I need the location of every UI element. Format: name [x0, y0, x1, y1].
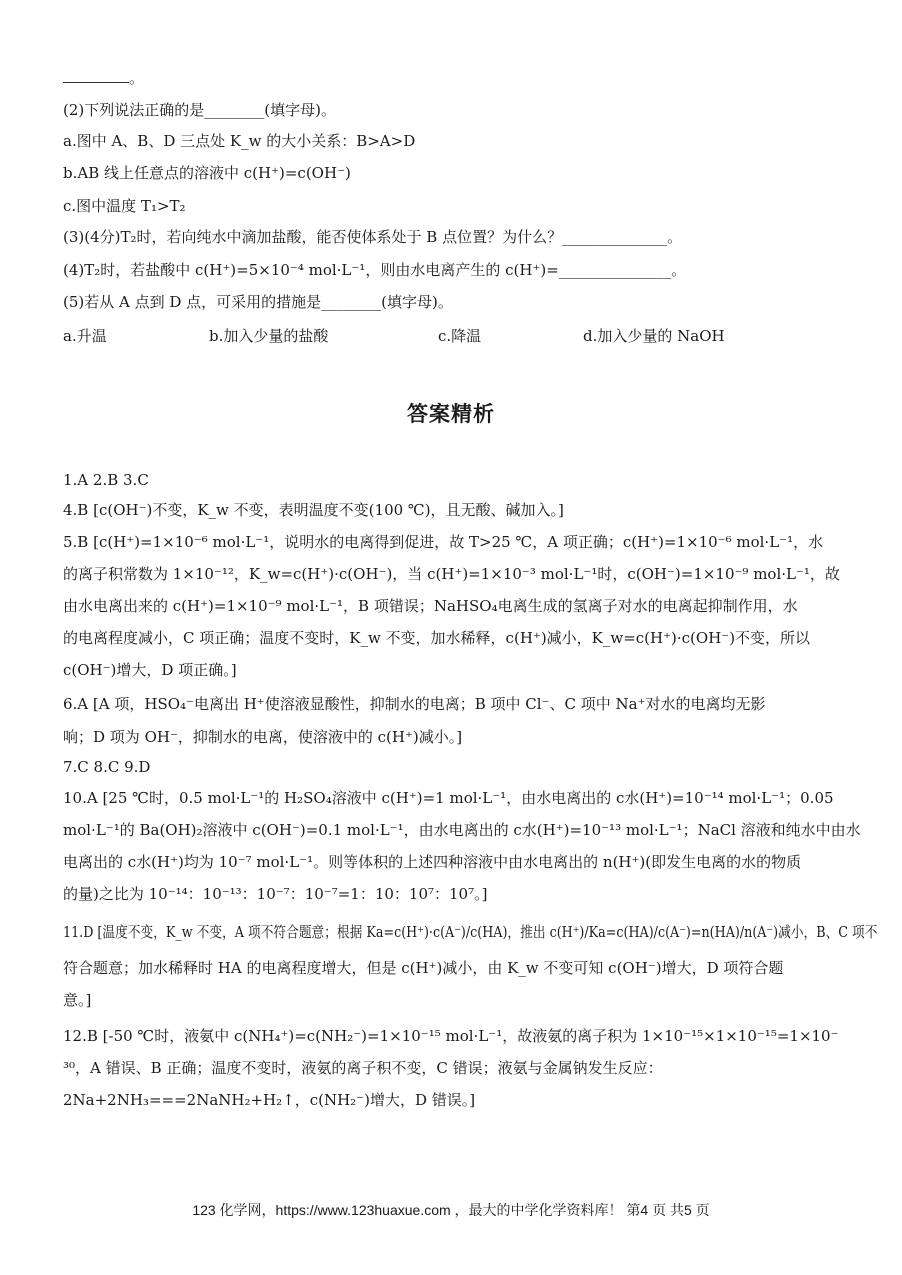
answer-line: 10.A [25 ℃时，0.5 mol·L⁻¹的 H₂SO₄溶液中 c(H⁺)=1 mol·L⁻¹，由水电离出的 c水(H⁺)=10⁻¹⁴ mol·L⁻¹；0.05: [63, 789, 834, 807]
answer-line: 2Na+2NH₃===2NaNH₂+H₂↑，c(NH₂⁻)增大，D 错误。]: [63, 1091, 476, 1109]
page-footer: 123 化学网，https://www.123huaxue.com ，最大的中学化学资料库！ 第4 页 共5 页: [192, 1202, 710, 1218]
answer-line: 6.A [A 项，HSO₄⁻电离出 H⁺使溶液显酸性，抑制水的电离；B 项中 Cl⁻、C 项中 Na⁺对水的电离均无影: [63, 695, 766, 713]
answer-line: 由水电离出来的 c(H⁺)=1×10⁻⁹ mol·L⁻¹，B 项错误；NaHSO₄电离生成的氢离子对水的电离起抑制作用，水: [63, 597, 798, 615]
answer-line: mol·L⁻¹的 Ba(OH)₂溶液中 c(OH⁻)=0.1 mol·L⁻¹，由水电离出的 c水(H⁺)=10⁻¹³ mol·L⁻¹；NaCl 溶液和纯水中由水: [63, 821, 861, 839]
answer-line: 12.B [-50 ℃时，液氨中 c(NH₄⁺)=c(NH₂⁻)=1×10⁻¹⁵ mol·L⁻¹，故液氨的离子积为 1×10⁻¹⁵×1×10⁻¹⁵=1×10⁻: [63, 1027, 839, 1045]
question-5-options: [63, 326, 843, 346]
answer-line: 符合题意；加水稀释时 HA 的电离程度增大，但是 c(H⁺)减小，由 K_w 不变可知 c(OH⁻)增大，D 项符合题: [63, 959, 784, 977]
question-2: (2)下列说法正确的是________(填字母)。: [63, 101, 336, 119]
answer-line: 的量)之比为 10⁻¹⁴：10⁻¹³：10⁻⁷：10⁻⁷=1：10：10⁷：10⁷。]: [63, 885, 488, 903]
option-d: d.加入少量的 NaOH: [583, 327, 725, 345]
answer-line: 5.B [c(H⁺)=1×10⁻⁶ mol·L⁻¹，说明水的电离得到促进，故 T>25 ℃，A 项正确；c(H⁺)=1×10⁻⁶ mol·L⁻¹，水: [63, 533, 824, 551]
question-3: (3)(4分)T₂时，若向纯水中滴加盐酸，能否使体系处于 B 点位置？为什么？______________。: [63, 228, 683, 246]
question-4: (4)T₂时，若盐酸中 c(H⁺)=5×10⁻⁴ mol·L⁻¹，则由水电离产生的 c(H⁺)=_______________。: [63, 261, 687, 279]
question-2-option-c: c.图中温度 T₁>T₂: [63, 197, 186, 215]
answers-title: 答案精析: [407, 402, 495, 426]
answer-line: ³⁰，A 错误、B 正确；温度不变时，液氨的离子积不变，C 错误；液氨与金属钠发生反应：: [63, 1059, 663, 1077]
option-b: b.加入少量的盐酸: [209, 327, 329, 345]
question-2-option-a: a.图中 A、B、D 三点处 K_w 的大小关系：B>A>D: [63, 132, 416, 150]
answer-blank-line: 。: [63, 68, 144, 88]
question-5: (5)若从 A 点到 D 点，可采用的措施是________(填字母)。: [63, 293, 453, 311]
answer-line: 1.A 2.B 3.C: [63, 471, 149, 489]
answer-line: 的离子积常数为 1×10⁻¹²，K_w=c(H⁺)·c(OH⁻)，当 c(H⁺)=1×10⁻³ mol·L⁻¹时，c(OH⁻)=1×10⁻⁹ mol·L⁻¹，故: [63, 565, 840, 583]
answer-line: 4.B [c(OH⁻)不变，K_w 不变，表明温度不变(100 ℃)，且无酸、碱加入。]: [63, 501, 564, 519]
answer-line: c(OH⁻)增大，D 项正确。]: [63, 661, 237, 679]
answer-line: 意。]: [63, 991, 92, 1009]
option-c: c.降温: [438, 327, 482, 345]
answer-line: 响；D 项为 OH⁻，抑制水的电离，使溶液中的 c(H⁺)减小。]: [63, 728, 463, 746]
option-a: a.升温: [63, 327, 107, 345]
answer-line: 7.C 8.C 9.D: [63, 758, 151, 776]
answer-line: 电离出的 c水(H⁺)均为 10⁻⁷ mol·L⁻¹。则等体积的上述四种溶液中由水电离出的 n(H⁺)(即发生电离的水的物质: [63, 853, 802, 871]
question-2-option-b: b.AB 线上任意点的溶液中 c(H⁺)=c(OH⁻): [63, 164, 351, 182]
answer-line: 的电离程度减小，C 项正确；温度不变时，K_w 不变，加水稀释，c(H⁺)减小，K_w=c(H⁺)·c(OH⁻)不变，所以: [63, 629, 811, 647]
answer-line: 11.D [温度不变，K_w 不变，A 项不符合题意；根据 Ka=c(H⁺)·c(A⁻)/c(HA)，推出 c(H⁺)/Ka=c(HA)/c(A⁻)=n(HA)/n(A⁻)减小，B、C 项不: [63, 923, 878, 941]
